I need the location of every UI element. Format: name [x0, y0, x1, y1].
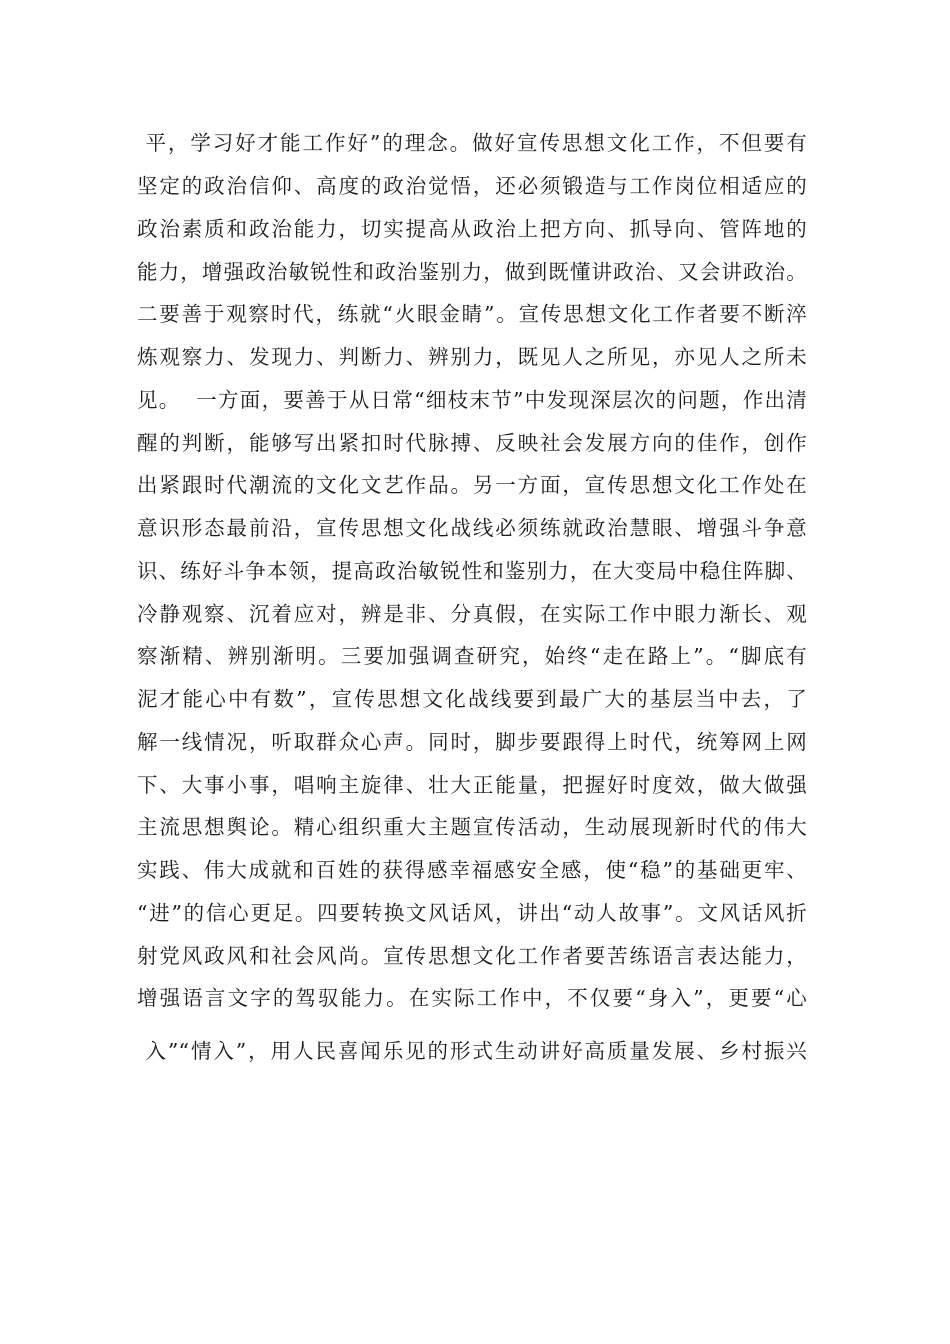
- text-line: “进”的信心更足。四要转换文风话风，讲出“动人故事”。文风话风折: [137, 901, 807, 925]
- text-line: 出紧跟时代潮流的文化文艺作品。另一方面，宣传思想文化工作处在: [137, 473, 807, 497]
- text-line: 平，学习好才能工作好”的理念。做好宣传思想文化工作，不但要有: [137, 131, 807, 155]
- text-line: 射党风政风和社会风尚。宣传思想文化工作者要苦练语言表达能力，: [137, 944, 807, 968]
- text-line: 炼观察力、发现力、判断力、辨别力，既见人之所见，亦见人之所未: [137, 345, 807, 369]
- text-line: 泥才能心中有数”，宣传思想文化战线要到最广大的基层当中去，了: [137, 687, 807, 711]
- text-line: 意识形态最前沿，宣传思想文化战线必须练就政治慧眼、增强斗争意: [137, 516, 807, 540]
- text-line: 入”“情入”，用人民喜闻乐见的形式生动讲好高质量发展、乡村振兴: [137, 1039, 807, 1063]
- text-line: 解一线情况，听取群众心声。同时，脚步要跟得上时代，统筹网上网: [137, 730, 807, 754]
- text-line: 能力，增强政治敏锐性和政治鉴别力，做到既懂讲政治、又会讲政治。: [137, 260, 807, 284]
- text-line: 政治素质和政治能力，切实提高从政治上把方向、抓导向、管阵地的: [137, 217, 807, 241]
- text-line: 冷静观察、沉着应对，辨是非、分真假，在实际工作中眼力渐长、观: [137, 602, 807, 626]
- text-line: 增强语言文字的驾驭能力。在实际工作中，不仅要“身入”，更要“心: [137, 986, 807, 1010]
- text-line: 识、练好斗争本领，提高政治敏锐性和鉴别力，在大变局中稳住阵脚、: [137, 559, 807, 583]
- text-line: 坚定的政治信仰、高度的政治觉悟，还必须锻造与工作岗位相适应的: [137, 174, 807, 198]
- text-line: 主流思想舆论。精心组织重大主题宣传活动，生动展现新时代的伟大: [137, 815, 807, 839]
- text-line: 实践、伟大成就和百姓的获得感幸福感安全感，使“稳”的基础更牢、: [137, 858, 807, 882]
- text-line: 二要善于观察时代，练就“火眼金睛”。宣传思想文化工作者要不断淬: [137, 302, 807, 326]
- text-line: 醒的判断，能够写出紧扣时代脉搏、反映社会发展方向的佳作，创作: [137, 431, 807, 455]
- text-line: 见。 一方面，要善于从日常“细枝末节”中发现深层次的问题，作出清: [137, 388, 807, 412]
- text-line: 察渐精、辨别渐明。三要加强调查研究，始终“走在路上”。“脚底有: [137, 644, 807, 668]
- text-line: 下、大事小事，唱响主旋律、壮大正能量，把握好时度效，做大做强: [137, 773, 807, 797]
